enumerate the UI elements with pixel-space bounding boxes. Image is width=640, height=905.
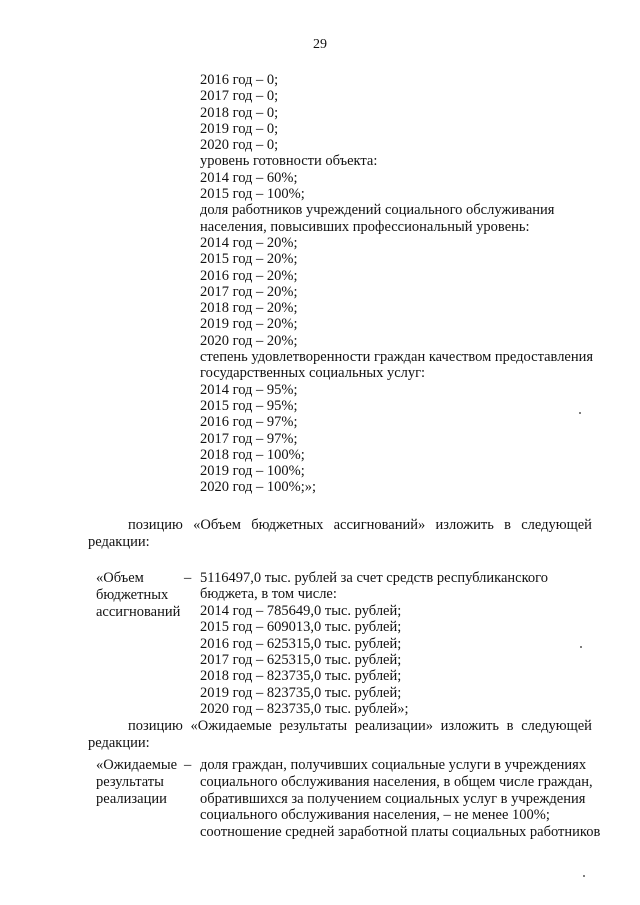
list-item: 2017 год – 0;: [200, 88, 279, 105]
list-item: 2017 год – 97%;: [200, 430, 298, 447]
label-dash: –: [184, 570, 192, 586]
list-item: 2020 год – 0;: [200, 137, 279, 154]
list-item: 2015 год – 100%;: [200, 186, 305, 203]
list-item: 2016 год – 97%;: [200, 414, 298, 431]
results-line: социального обслуживания населения, – не менее 100%;: [200, 807, 550, 824]
instruction-paragraph-budget: [88, 517, 592, 551]
word: ассигнований»: [333, 517, 426, 533]
budget-line: 2018 год – 823735,0 тыс. рублей;: [200, 668, 402, 685]
word: следующей: [521, 718, 592, 734]
list-item: 2016 год – 20%;: [200, 267, 298, 284]
list-item: 2014 год – 20%;: [200, 234, 298, 251]
list-item: 2018 год – 20%;: [200, 300, 298, 317]
budget-section: [88, 570, 592, 720]
list-item: 2019 год – 0;: [200, 120, 279, 137]
word: результаты: [279, 718, 348, 734]
results-label: «Ожидаемые результаты реализации: [96, 757, 178, 808]
budget-line: 2016 год – 625315,0 тыс. рублей;: [200, 635, 402, 652]
indicator-list: [200, 72, 593, 496]
word: бюджетных: [251, 517, 324, 533]
word: позицию: [128, 718, 183, 734]
results-line: социального обслуживания населения, в общем числе граждан,: [200, 773, 593, 790]
list-item: 2015 год – 95%;: [200, 397, 298, 414]
word: «Ожидаемые: [190, 718, 272, 734]
budget-label: «Объем бюджетных ассигнований: [96, 570, 181, 621]
list-item: 2020 год – 100%;»;: [200, 479, 317, 496]
list-item: 2017 год – 20%;: [200, 283, 298, 300]
budget-content: [200, 570, 548, 718]
list-item: 2014 год – 95%;: [200, 381, 298, 398]
budget-line: 2015 год – 609013,0 тыс. рублей;: [200, 619, 402, 636]
word: в: [504, 517, 511, 533]
list-item: 2018 год – 100%;: [200, 446, 305, 463]
list-item: степень удовлетворенности граждан качеством предоставления: [200, 349, 594, 366]
word: изложить: [440, 718, 499, 734]
budget-line: 5116497,0 тыс. рублей за счет средств республиканского: [200, 570, 549, 586]
word: позицию: [128, 517, 183, 533]
word: реализации»: [354, 718, 433, 734]
budget-line: 2014 год – 785649,0 тыс. рублей;: [200, 602, 402, 619]
budget-line: 2017 год – 625315,0 тыс. рублей;: [200, 652, 402, 669]
budget-line: 2020 год – 823735,0 тыс. рублей»;: [200, 701, 409, 718]
results-line: обратившихся за получением социальных услуг в учреждения: [200, 790, 586, 807]
list-item: 2019 год – 20%;: [200, 316, 298, 333]
word: изложить: [435, 517, 494, 533]
word: следующей: [521, 517, 592, 533]
results-section: [88, 757, 601, 847]
list-item: доля работников учреждений социального обслуживания: [200, 202, 555, 219]
word: «Объем: [193, 517, 241, 533]
label-dash: –: [184, 757, 192, 773]
paragraph-continuation: редакции:: [88, 735, 150, 751]
results-line: доля граждан, получивших социальные услуги в учреждениях: [200, 757, 587, 773]
list-item: 2015 год – 20%;: [200, 251, 298, 268]
list-item: уровень готовности объекта:: [200, 153, 378, 170]
instruction-paragraph-results: [88, 718, 592, 752]
results-content: [200, 757, 600, 841]
list-item: 2019 год – 100%;: [200, 463, 305, 480]
scan-speck: [580, 646, 582, 648]
scan-speck: [583, 875, 585, 877]
paragraph-continuation: редакции:: [88, 534, 150, 550]
budget-line: бюджета, в том числе:: [200, 586, 337, 603]
list-item: 2020 год – 20%;: [200, 332, 298, 349]
results-line: соотношение средней заработной платы социальных работников: [200, 824, 601, 841]
list-item: 2016 год – 0;: [200, 72, 279, 88]
word: в: [506, 718, 514, 734]
scan-speck: [579, 412, 581, 414]
budget-line: 2019 год – 823735,0 тыс. рублей;: [200, 684, 402, 701]
list-item: государственных социальных услуг:: [200, 365, 426, 382]
list-item: 2018 год – 0;: [200, 104, 279, 121]
page-number: 29: [313, 37, 327, 52]
list-item: населения, повысивших профессиональный уровень:: [200, 218, 530, 235]
list-item: 2014 год – 60%;: [200, 169, 298, 186]
